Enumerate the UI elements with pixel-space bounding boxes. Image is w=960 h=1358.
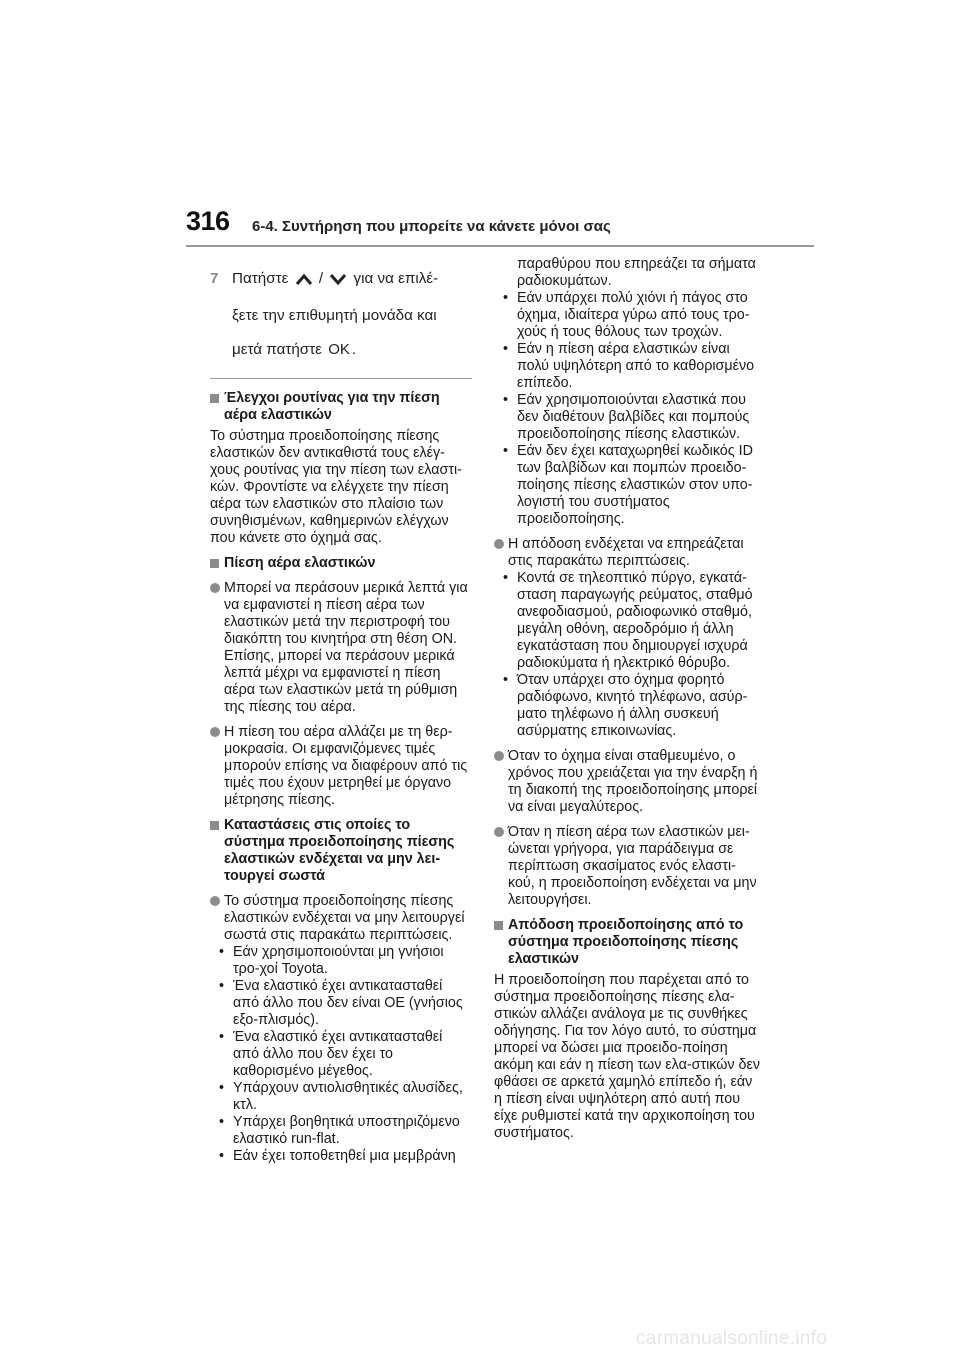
page-number: 316	[186, 206, 230, 236]
step-7	[210, 262, 472, 367]
circle-bullet-icon	[210, 896, 220, 906]
step-line-2: ξετε την επιθυμητή μονάδα και	[232, 307, 437, 324]
watermark-text: carmanualsonline.info	[636, 1328, 828, 1349]
list-item: • Εάν η πίεση αέρα ελαστικών είναι πολύ υψηλότερη από το καθορισμένο επίπεδο.	[494, 341, 762, 392]
heading-malfunction-conditions	[210, 817, 472, 885]
paragraph: Το σύστημα προειδοποίησης πίεσης ελαστικών δεν αντικαθιστά τους ελέγ-χους ρουτίνας για την πίεση των ελαστι-κών. Φροντίστε να ελέγχετε την πίεση αέρα των ελαστικών στο πλαίσιο των συνηθισμένων, καθημερινών ελέγχων που κάνετε στο όχημά σας.	[210, 428, 462, 546]
step-line-3	[232, 333, 472, 367]
chevron-down-icon	[329, 265, 347, 299]
section-title: 6-4. Συντήρηση που μπορείτε να κάνετε μόνοι σας	[252, 218, 611, 235]
circle-bullet-icon	[210, 727, 220, 737]
circle-bullet-icon	[210, 583, 220, 593]
heading-warning-performance	[494, 917, 762, 968]
slash-separator: /	[318, 270, 324, 287]
list-item: • Εάν υπάρχει πολύ χιόνι ή πάγος στο όχημα, ιδιαίτερα γύρω από τους τρο-χούς ή τους θόλους των τροχών.	[494, 290, 762, 341]
item-text: Το σύστημα προειδοποίησης πίεσης ελαστικών ενδέχεται να μην λειτουργεί σωστά στις παρακάτω περιπτώσεις.	[224, 893, 465, 943]
step-number: 7	[210, 270, 219, 287]
ok-button-label: OK	[328, 341, 350, 358]
item-text: Μπορεί να περάσουν μερικά λεπτά για να εμφανιστεί η πίεση αέρα των ελαστικών μετά την περιστροφή του διακόπτη του κινητήρα στη θέση ON. Επίσης, μπορεί να περάσουν μερικά λεπτά μέχρι να εμφανιστεί η πίεση αέρα των ελαστικών μετά τη ρύθμιση της πίεσης του αέρα.	[224, 580, 468, 715]
circle-item	[210, 724, 472, 809]
heading-tire-pressure	[210, 555, 472, 572]
chevron-up-icon	[295, 265, 313, 299]
circle-item	[494, 748, 762, 816]
list-item: • Κοντά σε τηλεοπτικό πύργο, εγκατά-σταση παραγωγής ρεύματος, σταθμό ανεφοδιασμού, ραδιοφωνικό σταθμό, μεγάλη οθόνη, αεροδρόμιο ή άλλη εγκατάσταση που δημιουργεί ισχυρά ραδιοκύματα ή ηλεκτρικό θόρυβο.	[494, 570, 762, 672]
square-bullet-icon	[210, 559, 219, 568]
heading-text: Έλεγχοι ρουτίνας για την πίεση αέρα ελαστικών	[224, 390, 440, 423]
step-text: Πατήστε	[232, 270, 289, 287]
heading-routine-checks	[210, 390, 472, 424]
square-bullet-icon	[210, 821, 219, 830]
step-text: για να επιλέ-	[353, 270, 439, 287]
circle-item	[494, 824, 762, 909]
item-text: Η πίεση του αέρα αλλάζει με τη θερ-μοκρασία. Οι εμφανιζόμενες τιμές μπορούν επίσης να διαφέρουν από τις τιμές που έχουν μετρηθεί με όργανο μέτρησης πίεσης.	[224, 724, 468, 808]
list-item: • Υπάρχουν αντιολισθητικές αλυσίδες, κτλ.	[210, 1080, 472, 1114]
step-text: .	[351, 341, 357, 358]
heading-text: Καταστάσεις στις οποίες το σύστημα προειδοποίησης πίεσης ελαστικών ενδέχεται να μην λει-τουργεί σωστά	[224, 817, 455, 884]
paragraph: Η προειδοποίηση που παρέχεται από το σύστημα προειδοποίησης πίεσης ελα-στικών αλλάζει ανάλογα με τις συνθήκες οδήγησης. Για τον λόγο αυτό, το σύστημα μπορεί να δώσει μια προειδο-ποίηση ακόμη και εάν η πίεση των ελα-στικών δεν φθάσει σε αρκετά χαμηλό επίπεδο ή, εάν η πίεση είναι υψηλότερη από αυτή που είχε ρυθμιστεί κατά την αρχικοποίηση του συστήματος.	[494, 972, 761, 1141]
circle-item	[210, 580, 472, 716]
header-divider	[186, 245, 814, 247]
circle-bullet-icon	[494, 827, 504, 837]
list-item: • Εάν έχει τοποθετηθεί μια μεμβράνη	[210, 1148, 472, 1165]
list-item: • Εάν δεν έχει καταχωρηθεί κωδικός ID των βαλβίδων και πομπών προειδο-ποίησης πίεσης ελαστικών στον υπο-λογιστή του συστήματος προειδοποίησης.	[494, 443, 762, 528]
list-item: • Ένα ελαστικό έχει αντικατασταθεί από άλλο που δεν είναι ΟΕ (γνήσιος εξο-πλισμός).	[210, 978, 472, 1029]
circle-bullet-icon	[494, 539, 504, 549]
left-column	[210, 262, 472, 1165]
item-text: Η απόδοση ενδέχεται να επηρεάζεται στις παρακάτω περιπτώσεις.	[508, 536, 744, 569]
continued-item: παραθύρου που επηρεάζει τα σήματα ραδιοκυμάτων.	[517, 256, 756, 289]
list-item: • Εάν χρησιμοποιούνται μη γνήσιοι τρο-χοί Toyota.	[210, 944, 472, 978]
heading-text: Πίεση αέρα ελαστικών	[224, 555, 376, 571]
heading-text: Απόδοση προειδοποίησης από το σύστημα προειδοποίησης πίεσης ελαστικών	[508, 917, 744, 967]
list-item: • Εάν χρησιμοποιούνται ελαστικά που δεν διαθέτουν βαλβίδες και πομπούς προειδοποίησης πίεσης ελαστικών.	[494, 392, 762, 443]
circle-item	[494, 536, 762, 570]
circle-item	[210, 893, 472, 944]
right-column	[494, 256, 762, 1142]
item-text: Όταν το όχημα είναι σταθμευμένο, ο χρόνος που χρειάζεται για την έναρξη ή τη διακοπή της προειδοποίησης μπορεί να είναι μεγαλύτερος.	[508, 748, 758, 815]
section-divider	[210, 378, 472, 379]
list-item: • Υπάρχει βοηθητικά υποστηριζόμενο ελαστικό run-flat.	[210, 1114, 472, 1148]
square-bullet-icon	[494, 921, 503, 930]
square-bullet-icon	[210, 394, 219, 403]
item-text: Όταν η πίεση αέρα των ελαστικών μει-ώνεται γρήγορα, για παράδειγμα σε περίπτωση σκασίματος ενός ελαστι-κού, η προειδοποίηση ενδέχεται να μην λειτουργήσει.	[508, 824, 757, 908]
list-item: • Όταν υπάρχει στο όχημα φορητό ραδιόφωνο, κινητό τηλέφωνο, ασύρ-ματο τηλέφωνο ή άλλη συσκευή ασύρματης επικοινωνίας.	[494, 672, 762, 740]
circle-bullet-icon	[494, 751, 504, 761]
step-text: μετά πατήστε	[232, 341, 322, 358]
step-line-1	[232, 262, 472, 299]
list-item: • Ένα ελαστικό έχει αντικατασταθεί από άλλο που δεν έχει το καθορισμένο μέγεθος.	[210, 1029, 472, 1080]
